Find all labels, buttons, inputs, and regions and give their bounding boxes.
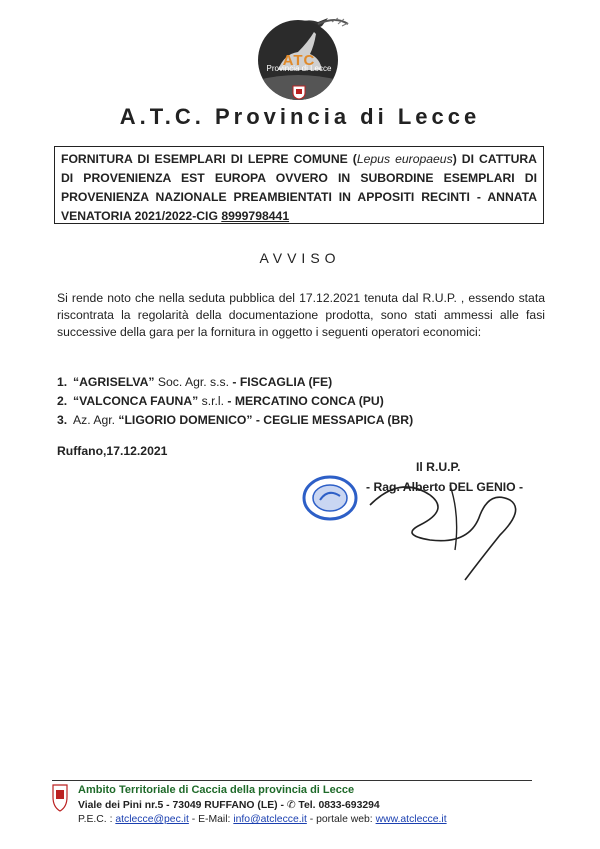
subject-part1: FORNITURA DI ESEMPLARI DI LEPRE COMUNE ( (61, 152, 357, 166)
logo-atc-text: ATC (282, 52, 316, 69)
crest-icon (292, 84, 306, 100)
list-item (57, 373, 477, 392)
operator-name: “VALCONCA FAUNA” (73, 394, 199, 408)
operators-list (57, 373, 477, 430)
item-number: 3. (57, 413, 68, 427)
pec-label: P.E.C. : (78, 814, 116, 825)
official-stamp (300, 474, 360, 522)
rup-title: Il R.U.P. (416, 460, 461, 474)
operator-type: s.r.l. (198, 394, 224, 408)
list-item (57, 392, 477, 411)
handwritten-signature (360, 465, 530, 585)
operator-place: - MERCATINO CONCA (PU) (224, 394, 384, 408)
pec-link[interactable]: atclecce@pec.it (115, 814, 189, 825)
operator-name: “AGRISELVA” (73, 375, 155, 389)
cig-code: 8999798441 (221, 209, 290, 223)
footer-address: Viale dei Pini nr.5 - 73049 RUFFANO (LE) - ✆ Tel. 0833-693294 (78, 800, 380, 811)
rup-name: - Rag. Alberto DEL GENIO - (366, 480, 524, 494)
operator-type: Soc. Agr. s.s. (154, 375, 229, 389)
item-number: 1. (57, 375, 68, 389)
place-date: Ruffano,17.12.2021 (57, 444, 168, 458)
operator-name: “LIGORIO DOMENICO” (118, 413, 253, 427)
footer-contacts (78, 814, 447, 825)
organization-title: A.T.C. Provincia di Lecce (119, 104, 481, 129)
body-paragraph: Si rende noto che nella seduta pubblica del 17.12.2021 tenuta dal R.U.P. , essendo stata riscontrata la regolarità della documentazione prodotta, sono stati ammessi alle fasi successive della gara per la fornitura in oggetto i seguenti operatori economici: (57, 291, 545, 340)
website-link[interactable]: www.atclecce.it (375, 814, 447, 825)
list-item (57, 411, 477, 430)
subject-part2: ) DI CATTURA DI PROVENIENZA EST EUROPA OVVERO IN SUBORDINE ESEMPLARI DI PROVENIENZA NAZIONALE PREAMBIENTATI IN APPOSITI RECINTI - ANNATA VENATORIA 2021/2022-CIG (61, 152, 537, 223)
notice-heading: AVVISO (259, 250, 341, 266)
species-name: Lepus europaeus (356, 152, 453, 166)
footer-org-name: Ambito Territoriale di Caccia della provincia di Lecce (78, 784, 355, 796)
subject-box (54, 146, 544, 224)
email-link[interactable]: info@atclecce.it (233, 814, 307, 825)
email-label: - E-Mail: (188, 814, 234, 825)
crest-icon (52, 783, 68, 813)
item-number: 2. (57, 394, 68, 408)
operator-place: - FISCAGLIA (FE) (229, 375, 333, 389)
atc-logo (248, 10, 352, 102)
footer-divider (52, 780, 532, 781)
operator-type: Az. Agr. (73, 413, 119, 427)
web-label: - portale web: (306, 814, 376, 825)
logo-provincia-text: Provincia di Lecce (266, 64, 332, 73)
operator-place: - CEGLIE MESSAPICA (BR) (252, 413, 414, 427)
